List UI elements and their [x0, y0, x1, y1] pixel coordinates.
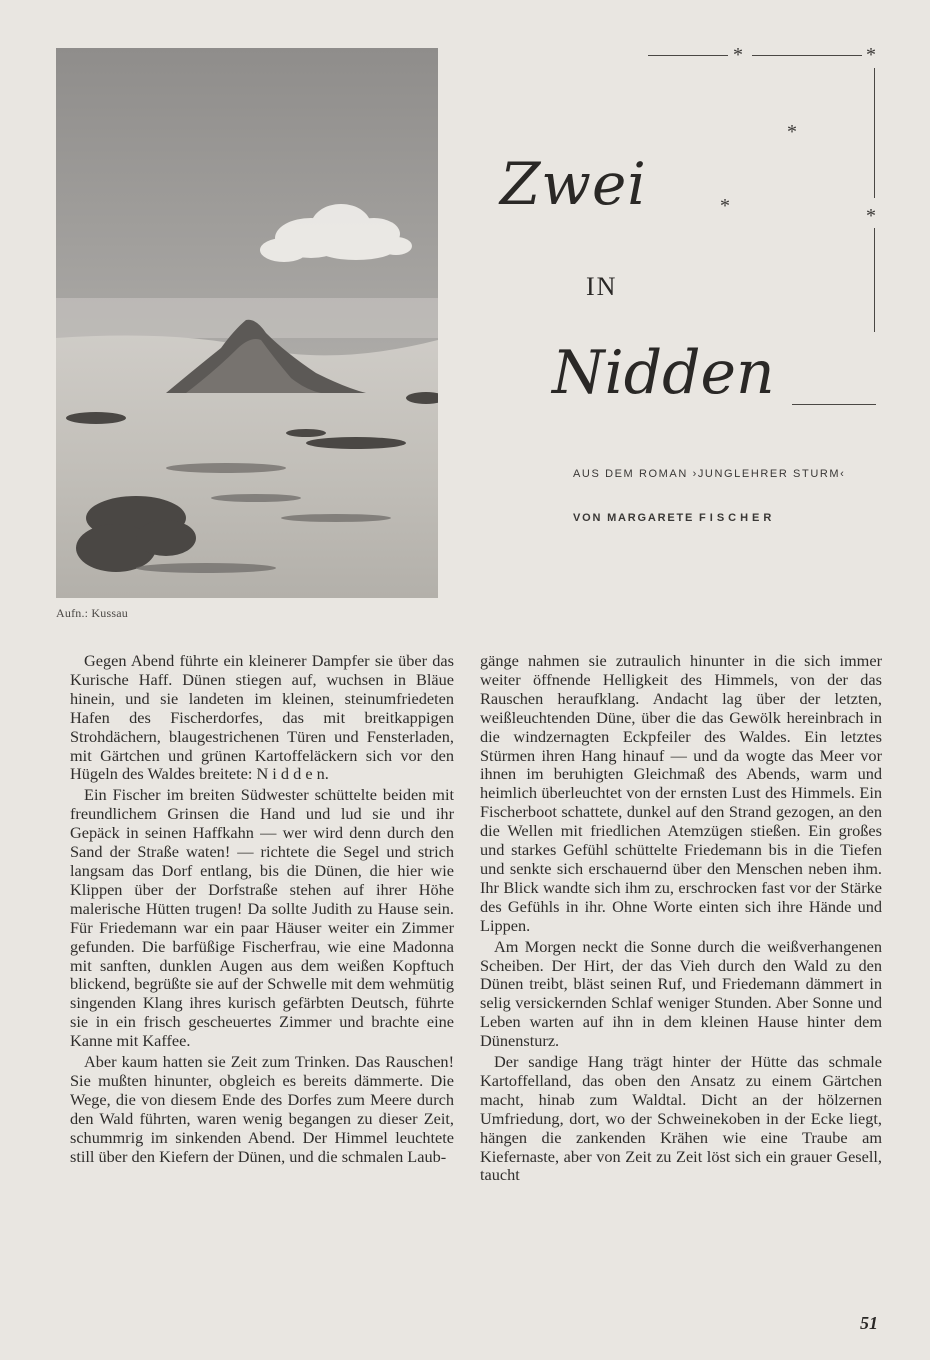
byline-prefix: VON MARGARETE — [573, 512, 695, 524]
paragraph: Aber kaum hatten sie Zeit zum Trinken. Das Rauschen! Sie mußten hinunter, obgleich es bereits dämmerte. Die Wege, die von diesem Ende des Dorfes zum Meere durch den Wald führten, waren wenig begangen zu dieser Zeit, schummrig im sinkenden Abend. Der Himmel leuchtete still über den Kiefern der Dünen, und die schmalen Laub- — [70, 1052, 454, 1166]
dune-photograph — [56, 48, 438, 598]
title-word-in: IN — [586, 272, 618, 301]
page-number: 51 — [860, 1313, 878, 1333]
byline — [573, 512, 775, 524]
decor-star: * — [720, 195, 730, 217]
decor-star: * — [866, 205, 876, 227]
decor-rule-vertical-upper — [874, 68, 875, 198]
paragraph: Gegen Abend führte ein kleinerer Dampfer sie über das Kurische Haff. Dünen stiegen auf, wuchsen in Bläue hinein, und sie landeten im kleinen, steinumfriedeten Hafen des Fischerdorfes, das mit breitkappigen Strohdächern, blaugestrichenen Türen und Fensterladen, mit Gärtchen und grünen Kartoffeläckern sich vor den Hügeln des Waldes breitete: N i d d e n. — [70, 651, 454, 784]
decor-star: * — [866, 44, 876, 66]
paragraph: Der sandige Hang trägt hinter der Hütte das schmale Kartoffelland, das oben den Ansatz zu einem Gärtchen macht, hinab zum Waldtal. Dicht an der hölzernen Umfriedung, dort, wo der Schweinekoben in der Ecke liegt, hängen die zankenden Krähen wie eine Traube am Kiefernaste, aber von Zeit zu Zeit löst sich ein grauer Gesell, taucht — [480, 1052, 882, 1185]
decor-rule-underline — [792, 404, 876, 405]
title-word-nidden: Nidden — [552, 338, 775, 408]
subtitle: AUS DEM ROMAN ›JUNGLEHRER STURM‹ — [573, 468, 846, 480]
paragraph: gänge nahmen sie zutraulich hinunter in die sich immer weiter öffnende Helligkeit des Himmels, von der das Rauschen heraufklang. Andacht lag über der letzten, weißleuchtenden Düne, über die das Gewölk hereinbrach in die windzernagten Eckpfeiler des Waldes. Ein letztes Stürmen ihren Hang hinauf — und da wogte das Meer vor ihnen im beruhigten Gleichmaß des Abends, warm und heimlich überleuchtet von der ernsten Lust des Himmels. Ein Fischerboot schattete, dunkel auf den Strand gezogen, an den die Wellen mit friedlichen Atemzügen stießen. Ein großes und starkes Gefühl schüttelte Friedemann bis in die Tiefen und senkte sich erschauernd über den Menschen neben ihm. Ihr Blick wandte sich ihm zu, erschrocken fast vor der Stärke des Gefühls in ihr. Ohne Worte einten sich ihre Hände und Lippen. — [480, 651, 882, 935]
body-column-left — [70, 652, 454, 1166]
paragraph: Ein Fischer im breiten Südwester schüttelte beiden mit freundlichem Grinsen die Hand und lud sie und ihr Gepäck in seinen Haffkahn — wer wird denn durch den Sand der Straße waten! — richtete die Segel und strich langsam das Dorf entlang, bis die Dünen, die hier wie Klippen über der Dorfstraße stehen auf ihrer Höhe malerische Hütten trugen! Da sollte Judith zu Hause sein. Für Friedemann war ein paar Häuser weiter ein Zimmer gefunden. Die barfüßige Fischerfrau, wie eine Madonna mit sanften, dunklen Augen aus dem weißen Kopftuch blickend, begrüßte sie auf der Schwelle mit dem wehmütig singenden Klang ihres kurisch gefärbten Deutsch, führte sie in ein frisch gescheuertes Zimmer und brachte eine Kanne mit Kaffee. — [70, 785, 454, 1051]
decor-star: * — [787, 121, 797, 143]
paragraph: Am Morgen neckt die Sonne durch die weißverhangenen Scheiben. Der Hirt, der das Vieh durch den Wald zu den Dünen treibt, bläst seinen Ruf, und Friedemann dämmert in selig versickernden Schlaf weniger Stunden. Aber Sonne und Leben warten auf ihn in dem kleinen Hause hinter dem Dünensturz. — [480, 936, 882, 1051]
decor-star: * — [733, 44, 743, 66]
decor-rule-vertical-lower — [874, 228, 875, 332]
photo-credit: Aufn.: Kussau — [56, 606, 128, 620]
body-column-right — [480, 652, 882, 1185]
dune-photo-image — [56, 48, 438, 598]
decor-rule-top-right — [752, 55, 862, 56]
decor-rule-top-left — [648, 55, 728, 56]
byline-author: FISCHER — [699, 512, 776, 524]
title-word-zwei: Zwei — [500, 150, 647, 218]
